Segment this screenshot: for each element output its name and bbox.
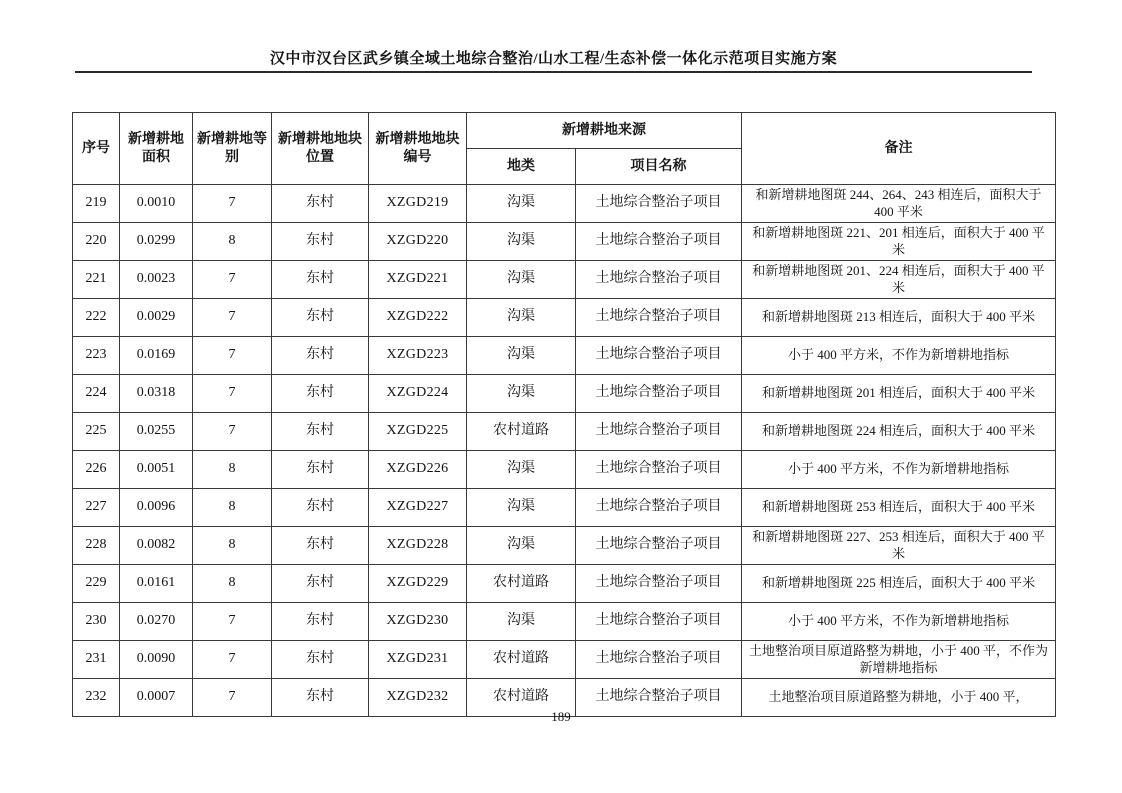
cell-seq: 225 bbox=[73, 413, 120, 451]
cell-location: 东村 bbox=[272, 527, 369, 565]
cell-land-type: 沟渠 bbox=[467, 603, 576, 641]
cell-land-type: 沟渠 bbox=[467, 299, 576, 337]
cell-location: 东村 bbox=[272, 641, 369, 679]
cell-location: 东村 bbox=[272, 375, 369, 413]
cell-land-type: 农村道路 bbox=[467, 641, 576, 679]
cell-location: 东村 bbox=[272, 489, 369, 527]
cell-project: 土地综合整治子项目 bbox=[576, 413, 742, 451]
cell-project: 土地综合整治子项目 bbox=[576, 489, 742, 527]
table-header-row-1 bbox=[73, 113, 1056, 149]
cell-code: XZGD223 bbox=[369, 337, 467, 375]
cell-project: 土地综合整治子项目 bbox=[576, 375, 742, 413]
cell-land-type: 沟渠 bbox=[467, 223, 576, 261]
cell-land-type: 沟渠 bbox=[467, 375, 576, 413]
cell-seq: 229 bbox=[73, 565, 120, 603]
col-header-land-type: 地类 bbox=[467, 149, 576, 185]
document-header bbox=[75, 47, 1032, 73]
new-farmland-table bbox=[72, 112, 1056, 717]
cell-project: 土地综合整治子项目 bbox=[576, 299, 742, 337]
cell-area: 0.0010 bbox=[120, 185, 193, 223]
cell-seq: 228 bbox=[73, 527, 120, 565]
cell-seq: 221 bbox=[73, 261, 120, 299]
cell-code: XZGD230 bbox=[369, 603, 467, 641]
cell-seq: 224 bbox=[73, 375, 120, 413]
cell-area: 0.0023 bbox=[120, 261, 193, 299]
cell-seq: 232 bbox=[73, 679, 120, 717]
cell-code: XZGD220 bbox=[369, 223, 467, 261]
cell-seq: 227 bbox=[73, 489, 120, 527]
cell-grade: 7 bbox=[193, 185, 272, 223]
cell-project: 土地综合整治子项目 bbox=[576, 261, 742, 299]
cell-remark: 和新增耕地图斑 221、201 相连后，面积大于 400 平米 bbox=[742, 223, 1056, 261]
cell-seq: 220 bbox=[73, 223, 120, 261]
cell-land-type: 沟渠 bbox=[467, 451, 576, 489]
cell-code: XZGD221 bbox=[369, 261, 467, 299]
cell-project: 土地综合整治子项目 bbox=[576, 223, 742, 261]
cell-area: 0.0096 bbox=[120, 489, 193, 527]
cell-grade: 8 bbox=[193, 527, 272, 565]
col-header-project: 项目名称 bbox=[576, 149, 742, 185]
col-header-area: 新增耕地面积 bbox=[120, 113, 193, 185]
col-header-source: 新增耕地来源 bbox=[467, 113, 742, 149]
cell-seq: 231 bbox=[73, 641, 120, 679]
cell-code: XZGD219 bbox=[369, 185, 467, 223]
cell-code: XZGD225 bbox=[369, 413, 467, 451]
col-header-code: 新增耕地地块编号 bbox=[369, 113, 467, 185]
cell-area: 0.0090 bbox=[120, 641, 193, 679]
cell-seq: 223 bbox=[73, 337, 120, 375]
cell-remark: 小于 400 平方米，不作为新增耕地指标 bbox=[742, 337, 1056, 375]
table-row bbox=[73, 641, 1056, 679]
cell-location: 东村 bbox=[272, 337, 369, 375]
table-row bbox=[73, 337, 1056, 375]
table-row bbox=[73, 489, 1056, 527]
cell-remark: 土地整治项目原道路整为耕地，小于 400 平，不作为新增耕地指标 bbox=[742, 641, 1056, 679]
col-header-location: 新增耕地地块位置 bbox=[272, 113, 369, 185]
cell-code: XZGD226 bbox=[369, 451, 467, 489]
cell-grade: 7 bbox=[193, 603, 272, 641]
cell-project: 土地综合整治子项目 bbox=[576, 565, 742, 603]
cell-remark: 和新增耕地图斑 225 相连后，面积大于 400 平米 bbox=[742, 565, 1056, 603]
cell-grade: 7 bbox=[193, 375, 272, 413]
cell-project: 土地综合整治子项目 bbox=[576, 337, 742, 375]
document-header-title: 汉中市汉台区武乡镇全域土地综合整治/山水工程/生态补偿一体化示范项目实施方案 bbox=[269, 51, 838, 67]
page-number: 189 bbox=[551, 709, 571, 724]
cell-land-type: 沟渠 bbox=[467, 185, 576, 223]
cell-seq: 222 bbox=[73, 299, 120, 337]
table-head bbox=[73, 113, 1056, 185]
cell-remark: 和新增耕地图斑 227、253 相连后，面积大于 400 平米 bbox=[742, 527, 1056, 565]
table-body bbox=[73, 185, 1056, 717]
cell-seq: 219 bbox=[73, 185, 120, 223]
cell-project: 土地综合整治子项目 bbox=[576, 527, 742, 565]
cell-remark: 和新增耕地图斑 253 相连后，面积大于 400 平米 bbox=[742, 489, 1056, 527]
cell-code: XZGD231 bbox=[369, 641, 467, 679]
col-header-seq: 序号 bbox=[73, 113, 120, 185]
cell-code: XZGD222 bbox=[369, 299, 467, 337]
cell-location: 东村 bbox=[272, 451, 369, 489]
cell-remark: 小于 400 平方米，不作为新增耕地指标 bbox=[742, 451, 1056, 489]
table-row bbox=[73, 527, 1056, 565]
cell-land-type: 沟渠 bbox=[467, 337, 576, 375]
cell-location: 东村 bbox=[272, 603, 369, 641]
table-row bbox=[73, 565, 1056, 603]
cell-code: XZGD224 bbox=[369, 375, 467, 413]
cell-grade: 7 bbox=[193, 299, 272, 337]
cell-project: 土地综合整治子项目 bbox=[576, 185, 742, 223]
cell-area: 0.0051 bbox=[120, 451, 193, 489]
cell-land-type: 沟渠 bbox=[467, 261, 576, 299]
table-row bbox=[73, 603, 1056, 641]
cell-area: 0.0270 bbox=[120, 603, 193, 641]
cell-grade: 7 bbox=[193, 641, 272, 679]
cell-code: XZGD228 bbox=[369, 527, 467, 565]
cell-code: XZGD229 bbox=[369, 565, 467, 603]
cell-grade: 8 bbox=[193, 223, 272, 261]
cell-remark: 土地整治项目原道路整为耕地，小于 400 平， bbox=[742, 679, 1056, 717]
cell-land-type: 农村道路 bbox=[467, 413, 576, 451]
cell-project: 土地综合整治子项目 bbox=[576, 679, 742, 717]
cell-remark: 和新增耕地图斑 201、224 相连后，面积大于 400 平米 bbox=[742, 261, 1056, 299]
cell-area: 0.0029 bbox=[120, 299, 193, 337]
cell-code: XZGD232 bbox=[369, 679, 467, 717]
cell-grade: 7 bbox=[193, 337, 272, 375]
cell-location: 东村 bbox=[272, 223, 369, 261]
cell-remark: 和新增耕地图斑 201 相连后，面积大于 400 平米 bbox=[742, 375, 1056, 413]
cell-grade: 8 bbox=[193, 489, 272, 527]
cell-area: 0.0082 bbox=[120, 527, 193, 565]
cell-grade: 8 bbox=[193, 451, 272, 489]
cell-land-type: 沟渠 bbox=[467, 527, 576, 565]
table-row bbox=[73, 223, 1056, 261]
cell-seq: 226 bbox=[73, 451, 120, 489]
table-row bbox=[73, 413, 1056, 451]
cell-grade: 7 bbox=[193, 679, 272, 717]
cell-area: 0.0169 bbox=[120, 337, 193, 375]
cell-area: 0.0255 bbox=[120, 413, 193, 451]
cell-location: 东村 bbox=[272, 185, 369, 223]
cell-land-type: 农村道路 bbox=[467, 679, 576, 717]
cell-area: 0.0161 bbox=[120, 565, 193, 603]
cell-location: 东村 bbox=[272, 565, 369, 603]
col-header-remark: 备注 bbox=[742, 113, 1056, 185]
cell-grade: 8 bbox=[193, 565, 272, 603]
col-header-grade: 新增耕地等别 bbox=[193, 113, 272, 185]
table-row bbox=[73, 299, 1056, 337]
table-row bbox=[73, 185, 1056, 223]
cell-grade: 7 bbox=[193, 261, 272, 299]
cell-remark: 小于 400 平方米，不作为新增耕地指标 bbox=[742, 603, 1056, 641]
table-row bbox=[73, 261, 1056, 299]
cell-project: 土地综合整治子项目 bbox=[576, 641, 742, 679]
cell-project: 土地综合整治子项目 bbox=[576, 451, 742, 489]
cell-remark: 和新增耕地图斑 224 相连后，面积大于 400 平米 bbox=[742, 413, 1056, 451]
cell-grade: 7 bbox=[193, 413, 272, 451]
cell-land-type: 农村道路 bbox=[467, 565, 576, 603]
cell-location: 东村 bbox=[272, 679, 369, 717]
cell-area: 0.0007 bbox=[120, 679, 193, 717]
cell-location: 东村 bbox=[272, 261, 369, 299]
table-row bbox=[73, 451, 1056, 489]
cell-remark: 和新增耕地图斑 213 相连后，面积大于 400 平米 bbox=[742, 299, 1056, 337]
cell-project: 土地综合整治子项目 bbox=[576, 603, 742, 641]
cell-seq: 230 bbox=[73, 603, 120, 641]
cell-location: 东村 bbox=[272, 299, 369, 337]
cell-area: 0.0318 bbox=[120, 375, 193, 413]
cell-location: 东村 bbox=[272, 413, 369, 451]
table-row bbox=[73, 375, 1056, 413]
cell-land-type: 沟渠 bbox=[467, 489, 576, 527]
cell-code: XZGD227 bbox=[369, 489, 467, 527]
cell-remark: 和新增耕地图斑 244、264、243 相连后，面积大于 400 平米 bbox=[742, 185, 1056, 223]
cell-area: 0.0299 bbox=[120, 223, 193, 261]
